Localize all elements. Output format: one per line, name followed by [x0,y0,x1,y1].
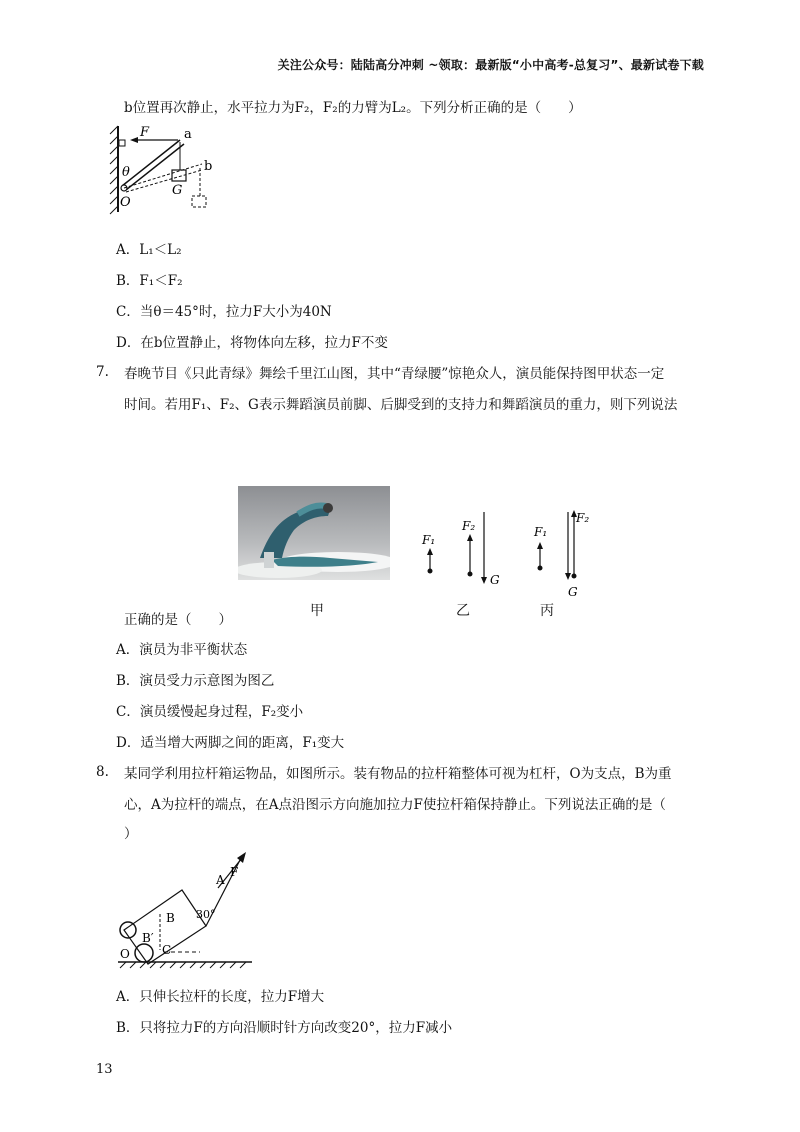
q6-option-d: D．在b位置静止，将物体向左移，拉力F不变 [116,335,388,351]
arrow-F1 [537,542,543,549]
ground-hatching [120,962,246,968]
label-F2: F₂ [576,511,590,525]
label-b: b [204,159,213,174]
label-G: G [568,585,578,599]
caption-yi: 乙 [456,603,470,619]
label-F1: F₁ [422,533,436,547]
caption-bing: 丙 [540,603,554,619]
q8-stem-line1: 某同学利用拉杆箱运物品，如图所示。装有物品的拉杆箱整体可视为杠杆，O为支点，B为重 [124,766,672,782]
label-F2: F₂ [462,519,476,533]
label-C: C [162,943,172,957]
label-O: O [120,947,130,961]
q8-stem-line3: ） [124,826,138,842]
arrow-F1 [427,548,433,555]
q8-stem-line2: 心，A为拉杆的端点，在A点沿图示方向施加拉力F使拉杆箱保持静止。下列说法正确的是（ [124,797,666,813]
q7-number: 7. [96,364,109,380]
label-O: O [120,195,131,210]
label-angle: 30° [196,908,216,921]
q7-stem-line1: 春晚节目《只此青绿》舞绘千里江山图，其中“青绿腰”惊艳众人，演员能保持图甲状态一定 [124,366,665,382]
label-theta: θ [122,165,130,180]
arrow-F2 [467,534,473,541]
caption-jia: 甲 [310,603,324,619]
label-G: G [172,183,183,198]
q6-option-c: C．当θ＝45°时，拉力F大小为40N [116,304,332,320]
label-F: F [230,865,239,879]
q6-option-a: A．L₁＜L₂ [116,242,182,258]
q6-stem-tail: b位置再次静止，水平拉力为F₂，F₂的力臂为L₂。下列分析正确的是（ ） [124,100,582,116]
q7-option-d: D．适当增大两脚之间的距离，F₁变大 [116,735,345,751]
page-number: 13 [96,1062,113,1077]
label-B-prime: B′ [142,931,154,945]
label-G: G [490,573,500,587]
label-B: B [166,911,175,925]
label-a: a [184,127,192,142]
q8-option-b: B．只将拉力F的方向沿顺时针方向改变20°，拉力F减小 [116,1020,453,1036]
force-diagram-bing [528,500,628,600]
q7-option-b: B．演员受力示意图为图乙 [116,673,275,689]
force-F-arrow [237,852,246,863]
q8-option-a: A．只伸长拉杆的长度，拉力F增大 [116,989,325,1005]
q8-number: 8. [96,764,109,780]
force-F-arrow [130,137,138,143]
q7-option-c: C．演员缓慢起身过程，F₂变小 [116,704,304,720]
force-diagram-yi [418,500,518,600]
label-F1: F₁ [534,525,548,539]
q7-option-a: A．演员为非平衡状态 [116,642,248,658]
label-A: A [216,873,225,887]
q6-option-b: B．F₁＜F₂ [116,273,183,289]
arrow-G [481,577,487,584]
q7-stem-line2: 时间。若用F₁、F₂、G表示舞蹈演员前脚、后脚受到的支持力和舞蹈演员的重力，则下列说法 [124,397,678,413]
dancer-photo [238,486,390,580]
arrow-G [565,573,571,580]
q6-lever-figure [108,120,228,220]
wall-hatching [110,126,118,214]
page-header: 关注公众号：陆陆高分冲刺 ~领取：最新版“小中高考-总复习”、最新试卷下载 [277,58,704,72]
q8-luggage-figure [112,846,262,972]
q7-stem-line3: 正确的是（ ） [124,612,232,628]
label-F: F [140,125,150,140]
